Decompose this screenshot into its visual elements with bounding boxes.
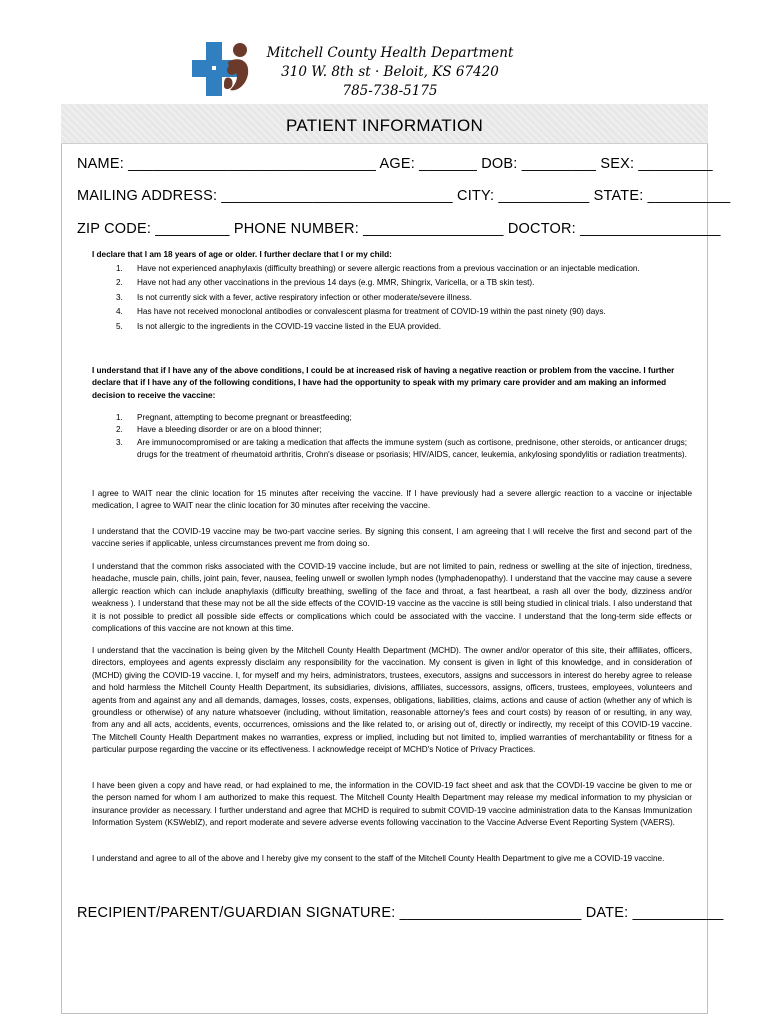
- risk-statement: I understand that if I have any of the above conditions, I could be at increased risk of having a negative reaction or problem from the vaccine. I further declare that if I have any of the following conditions, I have had the opportunity to speak with my primary care provider and am making an informed decision to receive the vaccine:: [92, 366, 675, 400]
- list-item: 2. Have a bleeding disorder or are on a blood thinner;: [116, 425, 322, 435]
- declaration-intro: I declare that I am 18 years of age or older. I further declare that I or my child:: [92, 250, 392, 259]
- organization-name: Mitchell County Health Department: [266, 45, 514, 61]
- conditions-list: [92, 412, 692, 462]
- fact-sheet-paragraph: I have been given a copy and have read, or had explained to me, the information in the COVID-19 fact sheet and ask that the COVDI-19 vaccine be given to me or the person named for whom I am authorized to make this request. The Mitchell County Health Department may release my medical information to my physician or insurance provider as necessary. I further understand and agree that MCHD is required to submit COVID-19 vaccine administration data to the Kansas Immunization Information System (KSWebIZ), and report moderate and severe adverse events following vaccination to the Vaccine Adverse Event Reporting System (VAERS).: [92, 781, 692, 828]
- two-part-paragraph: I understand that the COVID-19 vaccine may be two-part vaccine series. By signing this consent, I am agreeing that I will receive the first and second part of the vaccine series if applicable, unless circumstances prevent me from doing so.: [92, 527, 692, 549]
- list-item: 4. Has have not received monoclonal antibodies or convalescent plasma for treatment of COVID-19 within the past ninety (90) days.: [116, 307, 606, 317]
- declaration-list: [92, 263, 692, 333]
- list-item: 3. Are immunocompromised or are taking a medication that affects the immune system (such as cortisone, prednisone, other steroids, or anticancer drugs; drugs for the treatment of rheumatoid arthritis, Crohn's disease or psoriasis; HIV/AIDS, cancer, leukemia, ankylosing spondylitis or radiation treatments).: [116, 437, 688, 460]
- organization-phone: 785-738-5175: [342, 83, 438, 99]
- organization-address: 310 W. 8th st · Beloit, KS 67420: [281, 64, 499, 80]
- section-title-band: [61, 104, 708, 144]
- list-item: 2. Have not had any other vaccinations in the previous 14 days (e.g. MMR, Shingrix, Varicella, or a TB skin test).: [116, 278, 535, 288]
- risks-paragraph: I understand that the common risks associated with the COVID-19 vaccine include, but are not limited to pain, redness or swelling at the site of injection, tiredness, headache, muscle pain, chills, joint pain, fever, nausea, feeling unwell or swollen lymph nodes (lymphadenopathy). I understand that the vaccine may cause a severe allergic reaction which can include anaphylaxis (difficulty breathing, swelling of the face and throat, a fast heartbeat, a rash all over the body, dizziness and/or weakness ). I understand that these may not be all the side effects of the COVID-19 vaccine as the vaccine is still being studied in clinical trials. I also understand that it is not possible to predict all possible side effects or complications which could be associated with the vaccine. I understand that the long-term side effects or complications of this vaccine are not known at this time.: [92, 562, 692, 634]
- form-border: [61, 104, 731, 1014]
- wait-paragraph: I agree to WAIT near the clinic location for 15 minutes after receiving the vaccine. If I have previously had a severe allergic reaction to a vaccine or injectable medication, I agree to WAIT near the clinic location for 30 minutes after receiving the vaccine.: [92, 489, 692, 511]
- address-city-state-fields[interactable]: MAILING ADDRESS: ____________________________ CITY: ___________ STATE: __________: [77, 188, 731, 204]
- release-paragraph: I understand that the vaccination is being given by the Mitchell County Health Department (MCHD). The owner and/or operator of this site, their affiliates, officers, directors, employees and agents expressly disclaim any responsibility for the vaccination. My consent is given in light of this knowledge, and in consideration of (MCHD) giving the COVID-19 vaccine. I, for myself and my heirs, administrators, trustees, executors, assigns and successors in interest do hereby agree to release and hold harmless the Mitchell County Health Department, its subsidiaries, divisions, affiliates, successors, assigns, officers, trustees, employees, volunteers and agents from and against any and all demands, damages, losses, costs, expenses, obligations, liabilities, claims, actions and cause of action (whether any of which is groundless or otherwise) of any nature whatsoever (including, without limitation, reasonable attorney's fees and court costs) by reason of or resulting, in any way, from any and all acts, accidents, events, occurrences, omissions and the like related to, or arising out of, directly or indirectly, my receipt of this COVID-19 vaccine. The Mitchell County Health Department makes no warranties, express or implied, including but not limited to, implied warranties of merchantability or fitness for a particular purpose regarding the vaccine or its effectiveness. I acknowledge receipt of MCHD's Notice of Privacy Practices.: [92, 646, 692, 755]
- section-title: PATIENT INFORMATION: [285, 116, 484, 135]
- consent-paragraph: I understand and agree to all of the above and I hereby give my consent to the staff of the Mitchell County Health Department to give me a COVID-19 vaccine.: [92, 854, 665, 863]
- list-item: 3. Is not currently sick with a fever, active respiratory infection or other moderate/severe illness.: [116, 292, 472, 302]
- zip-phone-doctor-fields[interactable]: ZIP CODE: _________ PHONE NUMBER: _________________ DOCTOR: _________________: [77, 221, 721, 237]
- health-department-logo-icon: [190, 40, 258, 98]
- organization-block: [250, 44, 530, 101]
- list-item: 1. Pregnant, attempting to become pregnant or breastfeeding;: [116, 413, 352, 422]
- signature-date-fields[interactable]: RECIPIENT/PARENT/GUARDIAN SIGNATURE: ______________________ DATE: ___________: [77, 905, 724, 921]
- name-age-dob-sex-fields[interactable]: NAME: ______________________________ AGE: _______ DOB: _________ SEX: _________: [77, 156, 713, 172]
- list-item: 1. Have not experienced anaphylaxis (difficulty breathing) or severe allergic reactions from a previous vaccination or an injectable medication.: [116, 264, 640, 273]
- letterhead: [0, 30, 770, 105]
- list-item: 5. Is not allergic to the ingredients in the COVID-19 vaccine listed in the EUA provided.: [116, 321, 442, 331]
